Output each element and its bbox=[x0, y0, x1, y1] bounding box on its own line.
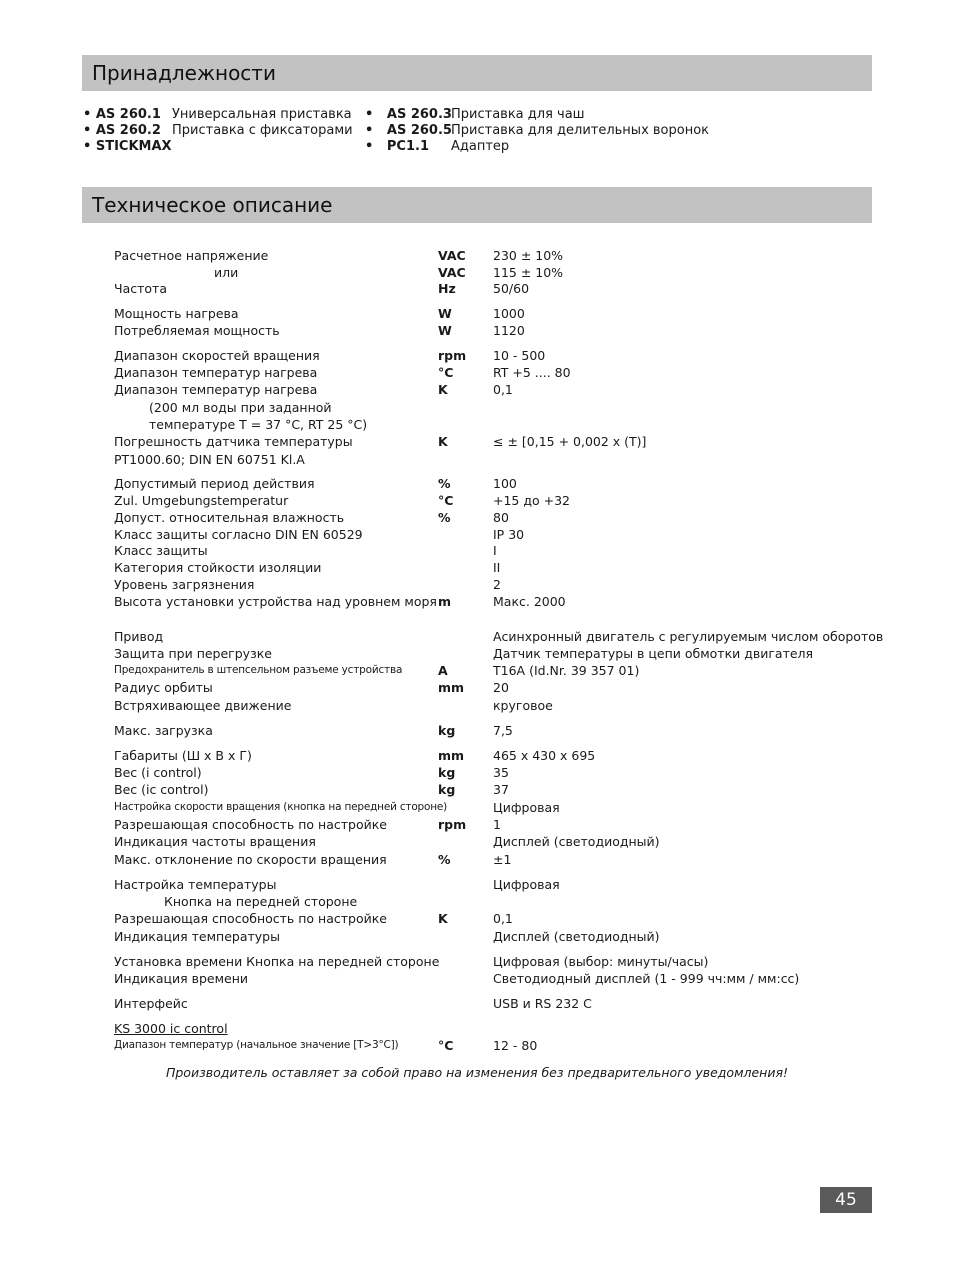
spec-row bbox=[114, 645, 874, 662]
spec-label: Радиус орбиты bbox=[114, 680, 213, 695]
spec-row bbox=[114, 509, 874, 526]
spec-unit: mm bbox=[438, 748, 465, 763]
spec-row bbox=[114, 833, 874, 850]
tech-spec-heading: Техническое описание bbox=[82, 187, 872, 223]
spec-label: Настройка температуры bbox=[114, 877, 277, 892]
accessory-code: • PC1.1 bbox=[365, 139, 429, 154]
spec-row bbox=[114, 876, 874, 893]
spec-label: Индикация времени bbox=[114, 971, 249, 986]
spec-unit: Hz bbox=[438, 281, 456, 296]
spec-row bbox=[114, 492, 874, 509]
spec-label: Настройка скорости вращения (кнопка на передней стороне) bbox=[114, 801, 448, 813]
spec-label: (200 мл воды при заданной bbox=[149, 400, 332, 415]
spec-value: IP 30 bbox=[493, 527, 525, 542]
spec-row bbox=[114, 399, 874, 416]
accessories-list-left bbox=[83, 107, 363, 157]
spec-unit: m bbox=[438, 594, 452, 609]
spec-value: 12 - 80 bbox=[493, 1038, 538, 1053]
spec-unit: kg bbox=[438, 765, 456, 780]
spec-value: +15 до +32 bbox=[493, 493, 570, 508]
spec-label: Предохранитель в штепсельном разъеме устройства bbox=[114, 664, 403, 676]
spec-value: ≤ ± [0,15 + 0,002 x (T)] bbox=[493, 434, 647, 449]
spec-value: I bbox=[493, 543, 497, 558]
spec-unit: % bbox=[438, 476, 451, 491]
spec-unit: °C bbox=[438, 493, 454, 508]
spec-unit: A bbox=[438, 663, 448, 678]
spec-row bbox=[114, 816, 874, 833]
spec-value: Цифровая (выбор: минуты/часы) bbox=[493, 954, 709, 969]
spec-value: RT +5 .... 80 bbox=[493, 365, 571, 380]
spec-label: Допуст. относительная влажность bbox=[114, 510, 345, 525]
spec-value: ±1 bbox=[493, 852, 512, 867]
spec-label: Класс защиты bbox=[114, 543, 208, 558]
spec-label: Разрешающая способность по настройке bbox=[114, 817, 387, 832]
spec-row bbox=[114, 679, 874, 696]
spec-value: 0,1 bbox=[493, 911, 513, 926]
spec-unit: VAC bbox=[438, 248, 466, 263]
spec-unit: °C bbox=[438, 365, 454, 380]
spec-row bbox=[114, 910, 874, 927]
accessory-code: • AS 260.2 bbox=[83, 123, 161, 138]
spec-unit: % bbox=[438, 852, 451, 867]
accessories-heading: Принадлежности bbox=[82, 55, 872, 91]
spec-row bbox=[114, 542, 874, 559]
spec-value: 35 bbox=[493, 765, 509, 780]
spec-value: Цифровая bbox=[493, 800, 560, 815]
spec-label: или bbox=[214, 265, 239, 280]
spec-value: Асинхронный двигатель с регулируемым числом оборотов bbox=[493, 629, 884, 644]
spec-row bbox=[114, 280, 874, 297]
accessory-description: Приставка с фиксаторами bbox=[172, 123, 353, 138]
accessory-item bbox=[365, 139, 785, 155]
spec-unit: K bbox=[438, 382, 448, 397]
spec-unit: °C bbox=[438, 1038, 454, 1053]
spec-row bbox=[114, 264, 874, 281]
spec-row bbox=[114, 851, 874, 868]
spec-unit: kg bbox=[438, 723, 456, 738]
spec-label: Расчетное напряжение bbox=[114, 248, 269, 263]
spec-label: Частота bbox=[114, 281, 167, 296]
spec-value: 2 bbox=[493, 577, 501, 592]
spec-row bbox=[114, 305, 874, 322]
spec-value: 1120 bbox=[493, 323, 525, 338]
spec-label: температуре T = 37 °C, RT 25 °C) bbox=[149, 417, 368, 432]
spec-row bbox=[114, 697, 874, 714]
spec-row bbox=[114, 764, 874, 781]
spec-label: Погрешность датчика температуры bbox=[114, 434, 353, 449]
spec-row bbox=[114, 1020, 874, 1037]
spec-label: Габариты (Ш x В x Г) bbox=[114, 748, 252, 763]
spec-unit: kg bbox=[438, 782, 456, 797]
spec-value: 80 bbox=[493, 510, 509, 525]
accessory-description: Адаптер bbox=[451, 139, 510, 154]
spec-value: USB и RS 232 C bbox=[493, 996, 592, 1011]
spec-value: 230 ± 10% bbox=[493, 248, 564, 263]
spec-row bbox=[114, 381, 874, 398]
spec-unit: W bbox=[438, 306, 452, 321]
spec-value: Цифровая bbox=[493, 877, 560, 892]
accessory-item bbox=[365, 123, 785, 139]
spec-row bbox=[114, 322, 874, 339]
spec-row bbox=[114, 475, 874, 492]
spec-label: Категория стойкости изоляции bbox=[114, 560, 322, 575]
spec-unit: rpm bbox=[438, 817, 467, 832]
accessory-description: Приставка для делительных воронок bbox=[451, 123, 710, 138]
spec-label: Вес (i control) bbox=[114, 765, 202, 780]
spec-label: Индикация частоты вращения bbox=[114, 834, 316, 849]
spec-row bbox=[114, 559, 874, 576]
accessory-item bbox=[83, 139, 363, 155]
accessory-description: Приставка для чаш bbox=[451, 107, 585, 122]
spec-value: 1000 bbox=[493, 306, 525, 321]
spec-label: Класс защиты согласно DIN EN 60529 bbox=[114, 527, 363, 542]
spec-value: 50/60 bbox=[493, 281, 530, 296]
spec-value: 1 bbox=[493, 817, 501, 832]
spec-row bbox=[114, 416, 874, 433]
spec-row bbox=[114, 953, 874, 970]
accessory-item bbox=[83, 123, 363, 139]
spec-row bbox=[114, 928, 874, 945]
spec-label: Уровень загрязнения bbox=[114, 577, 255, 592]
spec-label: Допустимый период действия bbox=[114, 476, 315, 491]
spec-row bbox=[114, 628, 884, 645]
spec-unit: % bbox=[438, 510, 451, 525]
spec-row bbox=[114, 451, 874, 468]
spec-unit: W bbox=[438, 323, 452, 338]
spec-row bbox=[114, 893, 874, 910]
spec-label: Диапазон температур нагрева bbox=[114, 365, 318, 380]
spec-row bbox=[114, 247, 874, 264]
spec-value: Макс. 2000 bbox=[493, 594, 566, 609]
spec-label: Макс. отклонение по скорости вращения bbox=[114, 852, 387, 867]
spec-label: Потребляемая мощность bbox=[114, 323, 280, 338]
spec-label: Zul. Umgebungstemperatur bbox=[114, 493, 289, 508]
spec-label: Высота установки устройства над уровнем моря bbox=[114, 594, 437, 609]
spec-row bbox=[114, 781, 874, 798]
spec-value: круговое bbox=[493, 698, 553, 713]
spec-value: 0,1 bbox=[493, 382, 513, 397]
spec-label: Макс. загрузка bbox=[114, 723, 213, 738]
spec-row bbox=[114, 662, 874, 679]
spec-value: 10 - 500 bbox=[493, 348, 546, 363]
spec-row bbox=[114, 526, 874, 543]
spec-value: Дисплей (светодиодный) bbox=[493, 834, 660, 849]
spec-unit: VAC bbox=[438, 265, 466, 280]
spec-label: Установка времени Кнопка на передней стороне bbox=[114, 954, 440, 969]
spec-row bbox=[114, 799, 874, 816]
spec-label: Диапазон скоростей вращения bbox=[114, 348, 320, 363]
spec-value: Дисплей (светодиодный) bbox=[493, 929, 660, 944]
spec-label: Разрешающая способность по настройке bbox=[114, 911, 387, 926]
spec-label: Встряхивающее движение bbox=[114, 698, 292, 713]
spec-unit: rpm bbox=[438, 348, 467, 363]
spec-row bbox=[114, 364, 874, 381]
spec-label: Привод bbox=[114, 629, 164, 644]
accessory-item bbox=[365, 107, 785, 123]
spec-row bbox=[114, 433, 874, 450]
disclaimer-note: Производитель оставляет за собой право на изменения без предварительного уведомления! bbox=[165, 1065, 789, 1080]
accessory-code: • AS 260.1 bbox=[83, 107, 161, 122]
spec-row bbox=[114, 576, 874, 593]
accessory-code: • AS 260.3 bbox=[365, 107, 452, 122]
spec-label: Индикация температуры bbox=[114, 929, 280, 944]
spec-value: Светодиодный дисплей (1 - 999 чч:мм / мм:сс) bbox=[493, 971, 800, 986]
spec-label: Интерфейс bbox=[114, 996, 188, 1011]
spec-value: 37 bbox=[493, 782, 509, 797]
spec-label: Кнопка на передней стороне bbox=[164, 894, 358, 909]
spec-row bbox=[114, 593, 874, 610]
spec-row bbox=[114, 970, 874, 987]
accessory-item bbox=[83, 107, 363, 123]
spec-unit: mm bbox=[438, 680, 465, 695]
spec-row bbox=[114, 722, 874, 739]
spec-value: 100 bbox=[493, 476, 517, 491]
accessory-code: • AS 260.5 bbox=[365, 123, 452, 138]
spec-value: 20 bbox=[493, 680, 509, 695]
spec-unit: K bbox=[438, 434, 448, 449]
accessory-code: • STICKMAX bbox=[83, 139, 172, 154]
spec-label: Диапазон температур (начальное значение [T>3°C]) bbox=[114, 1039, 399, 1051]
spec-label: Вес (ic control) bbox=[114, 782, 209, 797]
spec-label: Диапазон температур нагрева bbox=[114, 382, 318, 397]
spec-value: 115 ± 10% bbox=[493, 265, 564, 280]
spec-label: Мощность нагрева bbox=[114, 306, 239, 321]
spec-row bbox=[114, 747, 874, 764]
spec-label: Защита при перегрузке bbox=[114, 646, 272, 661]
spec-row bbox=[114, 995, 874, 1012]
accessory-description: Универсальная приставка bbox=[172, 107, 352, 122]
spec-row bbox=[114, 347, 874, 364]
spec-label: PT1000.60; DIN EN 60751 Kl.A bbox=[114, 452, 305, 467]
accessories-list-right bbox=[365, 107, 785, 157]
spec-label: KS 3000 ic control bbox=[114, 1021, 228, 1036]
spec-unit: K bbox=[438, 911, 448, 926]
spec-value: II bbox=[493, 560, 501, 575]
spec-value: Датчик температуры в цепи обмотки двигателя bbox=[493, 646, 814, 661]
spec-value: 7,5 bbox=[493, 723, 513, 738]
spec-value: 465 x 430 x 695 bbox=[493, 748, 596, 763]
spec-value: T16A (Id.Nr. 39 357 01) bbox=[493, 663, 640, 678]
spec-row bbox=[114, 1037, 874, 1054]
page-number: 45 bbox=[820, 1187, 872, 1213]
